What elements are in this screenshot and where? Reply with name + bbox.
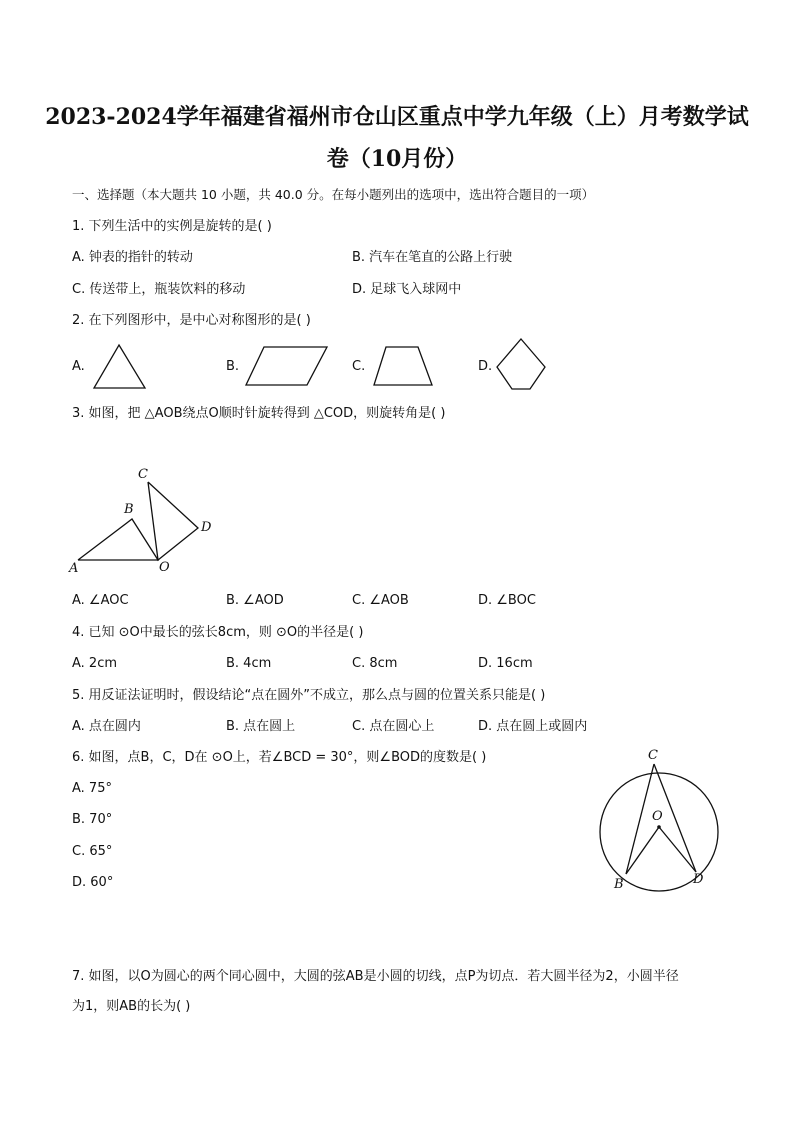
q1-option-d: D. 足球飞入球网中	[352, 282, 462, 297]
q6-label-c: C	[648, 748, 658, 763]
trapezoid-icon	[371, 344, 435, 388]
q6-label-b: B	[614, 877, 624, 892]
q5-option-a: A. 点在圆内	[72, 719, 141, 734]
q5-option-b: B. 点在圆上	[226, 719, 296, 734]
exam-title-line2: 卷（10月份）	[326, 146, 468, 172]
q1-option-c: C. 传送带上，瓶装饮料的移动	[72, 282, 246, 297]
q7-stem-line1: 7. 如图，以O为圆心的两个同心圆中，大圆的弦AB是小圆的切线，点P为切点．若大圆半径为2，小圆半径	[72, 969, 679, 984]
q6-option-c: C. 65°	[72, 844, 113, 859]
q6-label-o: O	[652, 809, 663, 824]
q6-stem: 6. 如图，点B，C，D在 ⊙O上，若∠BCD = 30°，则∠BOD的度数是( )	[72, 750, 487, 765]
exam-title-line1: 2023-2024学年福建省福州市仓山区重点中学九年级（上）月考数学试	[45, 104, 749, 130]
q2-option-a: A.	[72, 359, 85, 374]
q3-label-c: C	[138, 467, 148, 482]
q5-option-d: D. 点在圆上或圆内	[478, 719, 588, 734]
section-heading: 一、选择题（本大题共 10 小题，共 40.0 分。在每小题列出的选项中，选出符合题目的一项）	[72, 187, 595, 202]
equilateral-triangle-icon	[92, 343, 148, 391]
q2-stem: 2. 在下列图形中，是中心对称图形的是( )	[72, 313, 311, 328]
q6-option-a: A. 75°	[72, 781, 112, 796]
q3-option-c: C. ∠AOB	[352, 593, 409, 608]
q6-label-d: D	[693, 872, 704, 887]
q3-option-b: B. ∠AOD	[226, 593, 284, 608]
parallelogram-icon	[244, 344, 330, 388]
q6-option-d: D. 60°	[72, 875, 114, 890]
q5-stem: 5. 用反证法证明时，假设结论“点在圆外”不成立，那么点与圆的位置关系只能是( )	[72, 688, 546, 703]
q1-option-a: A. 钟表的指针的转动	[72, 250, 193, 265]
q4-option-c: C. 8cm	[352, 656, 398, 671]
rotation-triangles-figure	[68, 462, 228, 582]
q2-option-d: D.	[478, 359, 493, 374]
q7-stem-line2: 为1，则AB的长为( )	[72, 999, 191, 1014]
q5-option-c: C. 点在圆心上	[352, 719, 435, 734]
q4-option-b: B. 4cm	[226, 656, 272, 671]
q3-label-d: D	[201, 520, 212, 535]
q4-stem: 4. 已知 ⊙O中最长的弦长8cm，则 ⊙O的半径是( )	[72, 625, 364, 640]
q2-option-b: B.	[226, 359, 240, 374]
kite-icon	[495, 336, 549, 392]
q2-option-c: C.	[352, 359, 366, 374]
q3-label-o: O	[159, 560, 170, 575]
q3-option-d: D. ∠BOC	[478, 593, 536, 608]
q1-option-b: B. 汽车在笔直的公路上行驶	[352, 250, 513, 265]
q3-label-a: A	[69, 561, 79, 576]
q4-option-a: A. 2cm	[72, 656, 118, 671]
q3-option-a: A. ∠AOC	[72, 593, 129, 608]
q4-option-d: D. 16cm	[478, 656, 533, 671]
q3-label-b: B	[124, 502, 134, 517]
circle-angle-figure	[590, 742, 730, 894]
q3-stem: 3. 如图，把 △AOB绕点O顺时针旋转得到 △COD，则旋转角是( )	[72, 406, 446, 421]
q6-option-b: B. 70°	[72, 812, 113, 827]
q1-stem: 1. 下列生活中的实例是旋转的是( )	[72, 219, 272, 234]
